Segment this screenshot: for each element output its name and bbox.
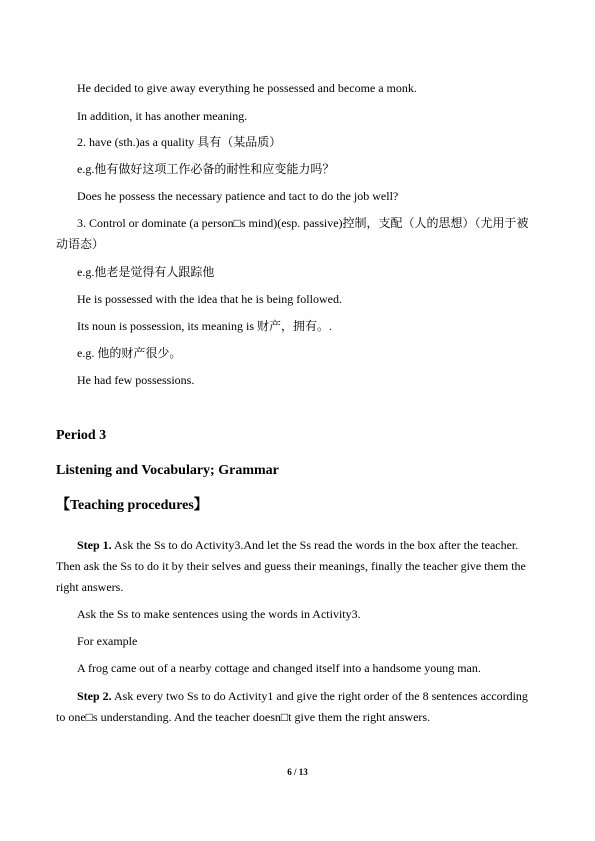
page-number: 6 / 13 bbox=[287, 767, 308, 777]
step-1-sentences: Ask the Ss to make sentences using the words in Activity3. bbox=[77, 607, 361, 621]
section-heading: Listening and Vocabulary; Grammar bbox=[56, 463, 279, 478]
paragraph-meaning-3: 3. Control or dominate (a person□s mind)(esp. passive)控制，支配（人的思想）（尤用于被动语态） bbox=[56, 216, 529, 251]
step-2-text: Ask every two Ss to do Activity1 and give the right order of the 8 sentences according to one□s understanding. And the teacher doesn□t give them the right answers. bbox=[56, 689, 528, 724]
procedures-heading: 【Teaching procedures】 bbox=[56, 498, 208, 513]
period-heading: Period 3 bbox=[56, 428, 107, 443]
paragraph-example-english-3: He had few possessions. bbox=[77, 373, 195, 387]
step-1-paragraph bbox=[56, 535, 536, 598]
for-example-label: For example bbox=[77, 634, 138, 648]
paragraph-example-english-2: He is possessed with the idea that he is being followed. bbox=[77, 292, 342, 306]
step-2-label: Step 2. bbox=[77, 689, 112, 703]
example-sentence: A frog came out of a nearby cottage and changed itself into a handsome young man. bbox=[77, 661, 481, 675]
paragraph-example-chinese-3: e.g. 他的财产很少。 bbox=[77, 346, 182, 360]
paragraph-meaning-2: 2. have (sth.)as a quality 具有（某品质） bbox=[77, 135, 282, 149]
paragraph-example-chinese-2: e.g.他老是觉得有人跟踪他 bbox=[77, 265, 215, 279]
paragraph-noun-form: Its noun is possession, its meaning is 财产，拥有。. bbox=[77, 319, 333, 333]
paragraph-example-english-1: Does he possess the necessary patience and tact to do the job well? bbox=[77, 189, 399, 203]
paragraph-another-meaning: In addition, it has another meaning. bbox=[77, 109, 248, 123]
step-1-label: Step 1. bbox=[77, 538, 112, 552]
paragraph-example-chinese-1: e.g.他有做好这项工作必备的耐性和应变能力吗？ bbox=[77, 162, 335, 176]
step-1-text: Ask the Ss to do Activity3.And let the Ss read the words in the box after the teacher. Then ask the Ss to do it by their selves and guess their meanings, finally the teacher give them the right answers. bbox=[56, 538, 526, 594]
paragraph-possess-example: He decided to give away everything he possessed and become a monk. bbox=[77, 81, 417, 95]
step-2-paragraph bbox=[56, 686, 536, 728]
